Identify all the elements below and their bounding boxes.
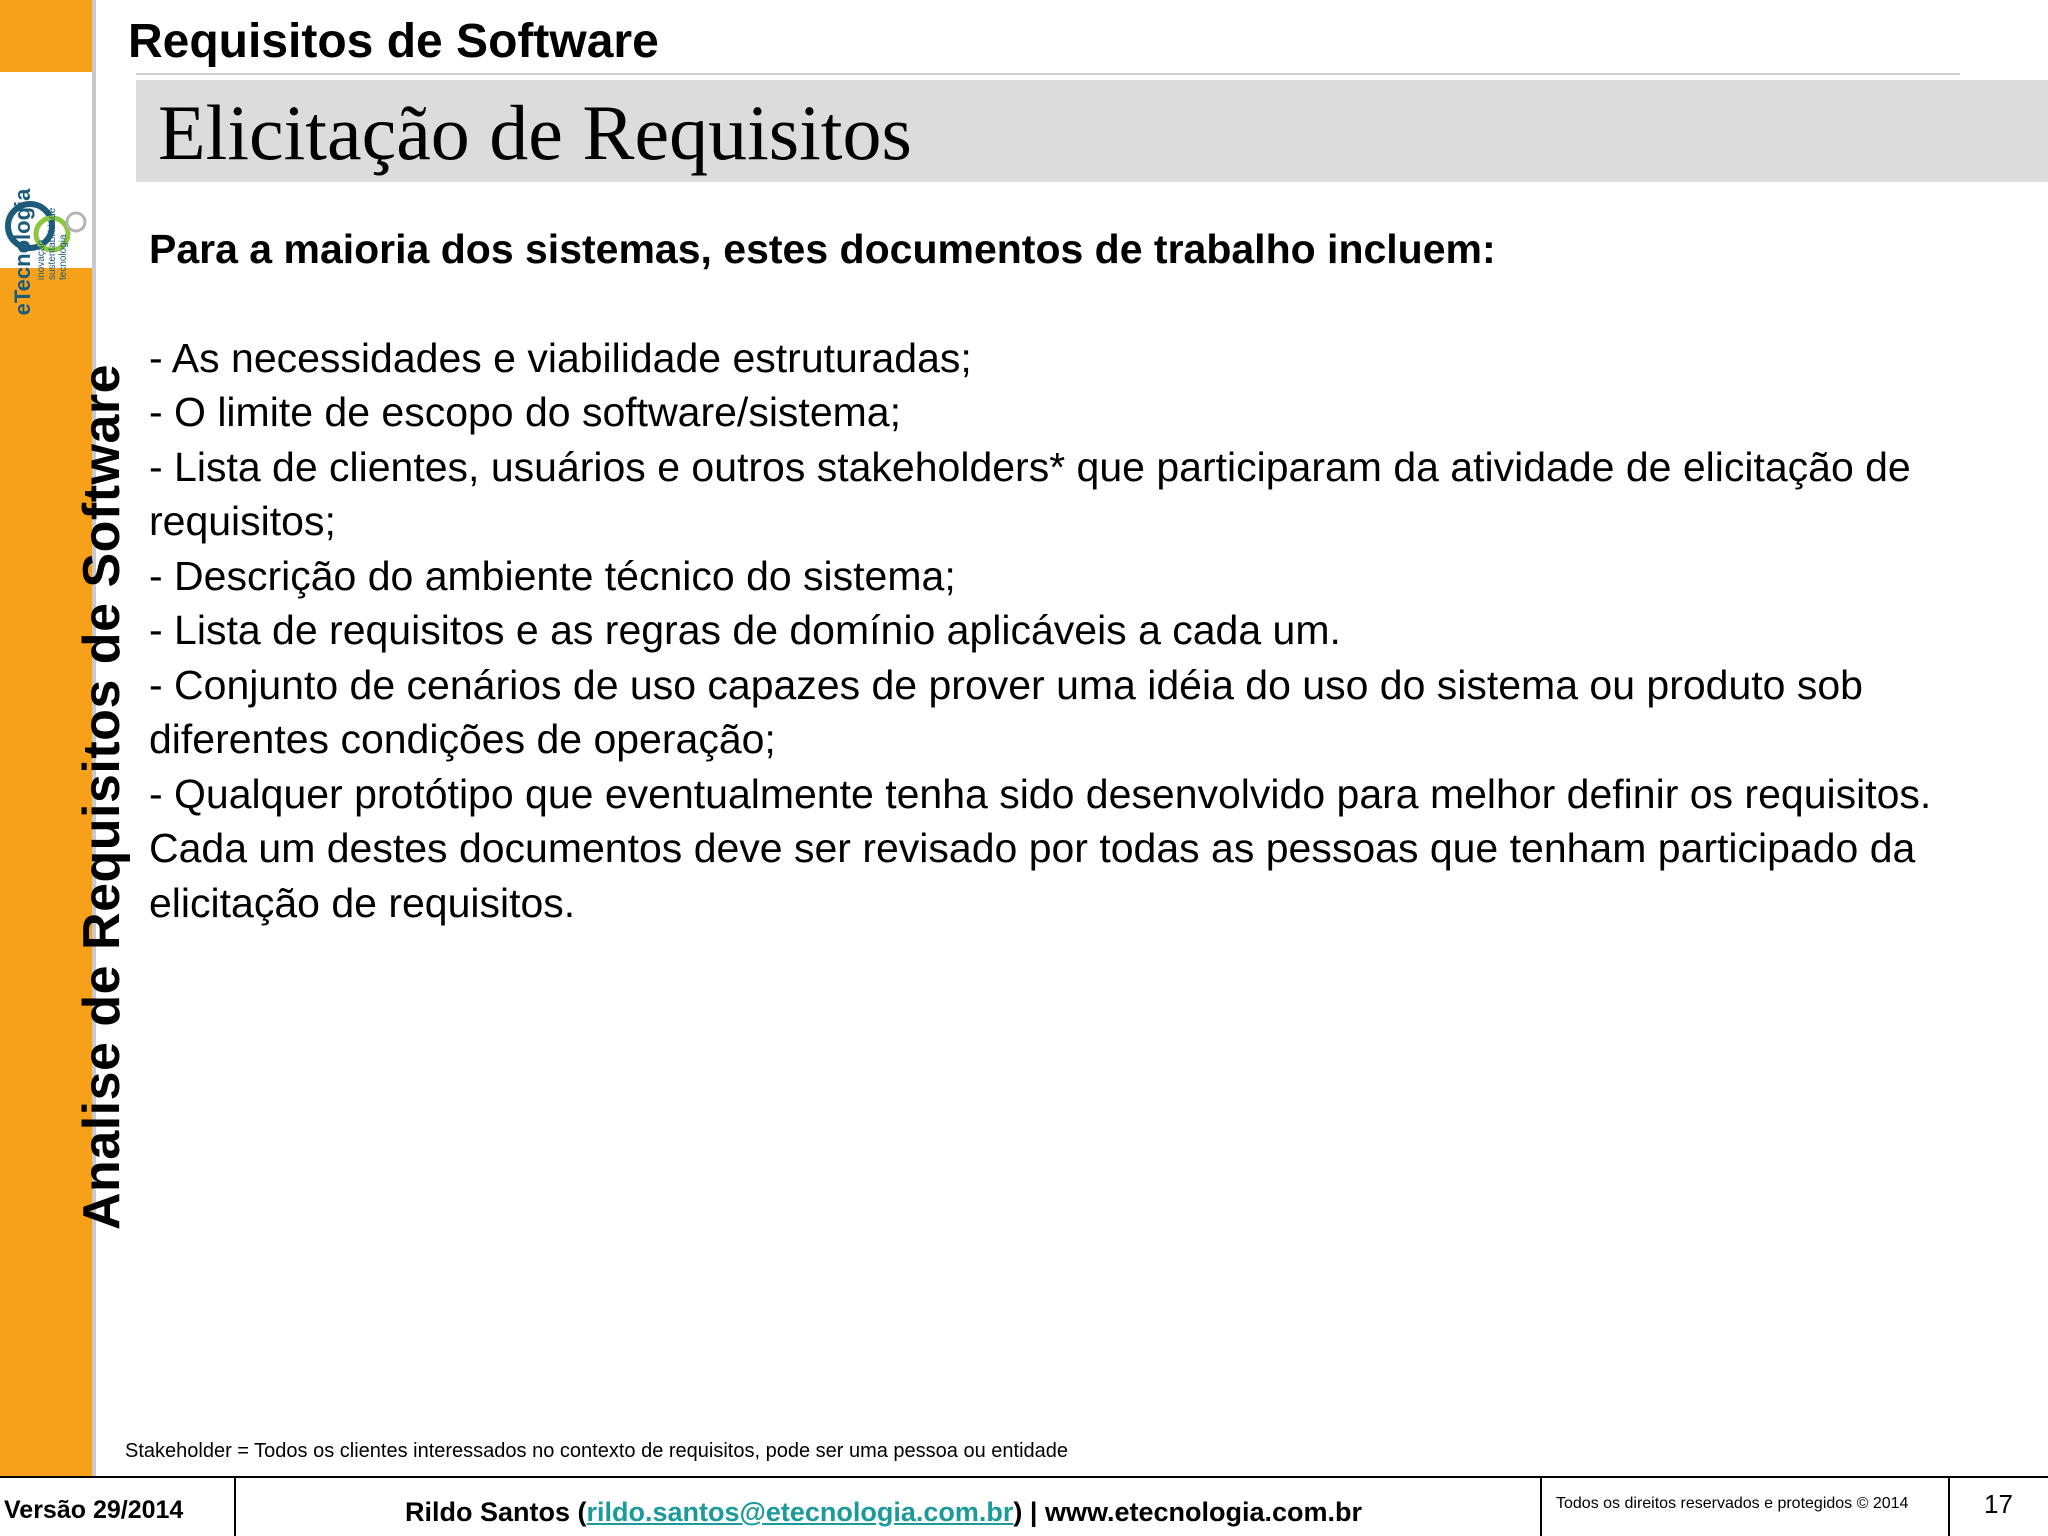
slide-title: Elicitação de Requisitos — [158, 89, 912, 176]
logo-tagline-2: sustentabilidade — [47, 207, 58, 280]
list-item: - Lista de requisitos e as regras de domínio aplicáveis a cada um. — [149, 607, 1341, 653]
author-suffix: ) | www.etecnologia.com.br — [1013, 1497, 1363, 1527]
course-title: Requisitos de Software — [128, 15, 659, 68]
lead-text: Para a maioria dos sistemas, estes documentos de trabalho incluem: — [149, 226, 1496, 272]
list-item: - Conjunto de cenários de uso capazes de prover uma idéia do uso do sistema ou produto sob diferentes condições de operação; — [149, 661, 1863, 762]
author-email-link[interactable]: rildo.santos@etecnologia.com.br — [586, 1497, 1014, 1527]
list-item: - Qualquer protótipo que eventualmente tenha sido desenvolvido para melhor definir os requisitos. — [149, 770, 1932, 817]
logo-tagline-3: tecnologia — [58, 234, 69, 280]
vertical-course-title: Analise de Requisitos de Software — [73, 363, 131, 1230]
page-number: 17 — [1984, 1489, 2013, 1519]
slide-body — [149, 222, 2009, 930]
footnote: Stakeholder = Todos os clientes interessados no contexto de requisitos, pode ser uma pessoa ou entidade — [125, 1440, 1069, 1462]
list-item: - O limite de escopo do software/sistema; — [149, 389, 901, 435]
footer-separator — [1540, 1478, 1542, 1536]
title-band — [136, 80, 2048, 182]
logo-name: eTecnologia — [10, 188, 35, 316]
copyright-notice: Todos os direitos reservados e protegidos © 2014 — [1556, 1495, 1909, 1512]
logo-tagline-1: inovação — [36, 239, 47, 280]
list-item: - As necessidades e viabilidade estruturadas; — [149, 334, 972, 381]
footer-divider — [0, 1476, 2048, 1478]
closing-text: Cada um destes documentos deve ser revisado por todas as pessoas que tenham participado da elicitação de requisitos. — [149, 825, 1916, 926]
header-divider — [136, 73, 1960, 75]
list-item: - Lista de clientes, usuários e outros stakeholders* que participaram da atividade de elicitação de requisitos; — [149, 443, 1911, 544]
footer-separator — [1948, 1478, 1950, 1536]
logo-text-block — [8, 162, 69, 342]
footer-separator — [234, 1478, 236, 1536]
list-item: - Descrição do ambiente técnico do sistema; — [149, 552, 956, 599]
author-credit — [405, 1497, 1362, 1528]
logo — [0, 72, 92, 316]
sidebar — [0, 0, 131, 1478]
version-label: Versão 29/2014 — [4, 1496, 184, 1524]
author-prefix: Rildo Santos ( — [405, 1497, 587, 1527]
